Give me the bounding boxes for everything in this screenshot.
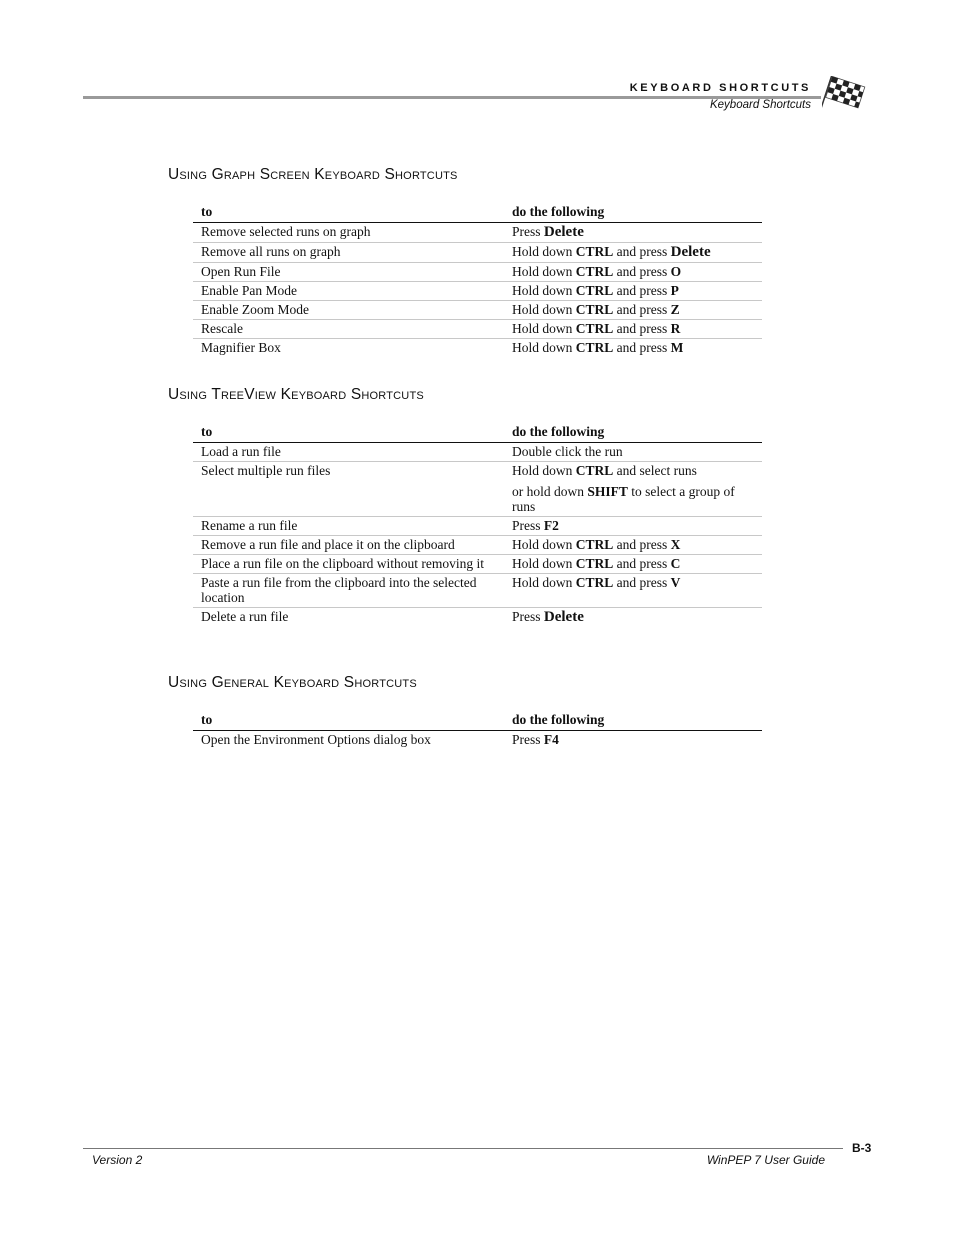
shortcut-line — [512, 302, 754, 317]
shortcut-cell — [504, 263, 762, 282]
table-row — [193, 320, 762, 339]
checkered-flag-icon — [822, 76, 866, 116]
column-header-do: do the following — [512, 204, 605, 219]
shortcut-cell — [504, 517, 762, 536]
section-heading-general: Using General Keyboard Shortcuts — [168, 674, 417, 691]
footer-rule — [83, 1148, 843, 1149]
column-header-do: do the following — [512, 424, 605, 439]
header-subtitle: Keyboard Shortcuts — [709, 99, 811, 111]
action-cell: Place a run file on the clipboard without removing it — [201, 556, 485, 571]
modifier-key: CTRL — [575, 264, 614, 279]
modifier-key: CTRL — [575, 537, 614, 552]
action-cell: Enable Zoom Mode — [201, 302, 309, 317]
shortcut-cell — [504, 608, 762, 628]
table-row — [193, 339, 762, 358]
table-row — [193, 608, 762, 628]
graph-shortcuts-table — [193, 202, 762, 357]
shortcut-instruction: Double click the run — [512, 444, 623, 459]
shortcut-line — [512, 444, 754, 459]
shortcut-instruction: Hold down — [512, 264, 576, 279]
general-shortcuts-table — [193, 710, 762, 749]
shortcut-key: V — [670, 575, 681, 590]
modifier-key: CTRL — [575, 244, 614, 259]
shortcut-instruction: Press — [512, 224, 544, 239]
shortcut-key: P — [670, 283, 679, 298]
shortcut-instruction: Hold down — [512, 244, 576, 259]
table-row — [193, 263, 762, 282]
shortcut-line — [512, 264, 754, 279]
shortcut-line — [512, 244, 754, 260]
table-row — [193, 731, 762, 750]
shortcut-line — [512, 556, 754, 571]
column-header-to: to — [201, 204, 213, 219]
shortcut-cell — [504, 555, 762, 574]
shortcut-instruction: Press — [512, 609, 544, 624]
shortcut-line — [512, 609, 754, 625]
action-cell: Remove a run file and place it on the clipboard — [201, 537, 455, 552]
column-header-to: to — [201, 424, 213, 439]
shortcut-line — [512, 518, 754, 533]
table-row — [193, 301, 762, 320]
shortcut-instruction: Hold down — [512, 302, 576, 317]
shortcut-cell — [504, 301, 762, 320]
shortcut-instruction: and press — [613, 264, 671, 279]
footer-version: Version 2 — [92, 1153, 143, 1167]
shortcut-instruction: Hold down — [512, 463, 576, 478]
shortcut-instruction: Hold down — [512, 340, 576, 355]
shortcut-key: Delete — [543, 609, 584, 625]
action-cell: Rename a run file — [201, 518, 298, 533]
shortcut-instruction: and press — [613, 340, 671, 355]
table-row — [193, 462, 762, 517]
shortcut-instruction: and press — [613, 321, 671, 336]
shortcut-key: M — [670, 340, 684, 355]
shortcut-instruction: and press — [613, 283, 671, 298]
shortcut-cell — [504, 282, 762, 301]
table-row — [193, 517, 762, 536]
shortcut-instruction: to select a group of runs — [512, 484, 735, 514]
shortcut-instruction: Hold down — [512, 556, 576, 571]
action-cell: Rescale — [201, 321, 243, 336]
shortcut-instruction: and press — [613, 575, 671, 590]
table-row — [193, 443, 762, 462]
shortcut-instruction: and press — [613, 556, 671, 571]
action-cell: Paste a run file from the clipboard into the selected location — [201, 575, 477, 605]
shortcut-instruction: Hold down — [512, 283, 576, 298]
shortcut-cell — [504, 223, 762, 243]
shortcut-cell — [504, 443, 762, 462]
action-cell: Remove all runs on graph — [201, 244, 341, 259]
shortcut-instruction: and select runs — [613, 463, 697, 478]
modifier-key: CTRL — [575, 575, 614, 590]
section-heading-graph: Using Graph Screen Keyboard Shortcuts — [168, 166, 458, 183]
action-cell: Open Run File — [201, 264, 281, 279]
shortcut-line — [512, 321, 754, 336]
action-cell: Select multiple run files — [201, 463, 331, 478]
shortcut-key: Delete — [543, 224, 584, 240]
table-row — [193, 574, 762, 608]
footer-guide-title: WinPEP 7 User Guide — [706, 1153, 825, 1167]
action-cell: Remove selected runs on graph — [201, 224, 371, 239]
shortcut-line — [512, 340, 754, 355]
shortcut-key: C — [670, 556, 681, 571]
shortcut-alt-line — [512, 484, 754, 514]
section-heading-treeview: Using TreeView Keyboard Shortcuts — [168, 386, 424, 403]
shortcut-instruction: and press — [613, 244, 671, 259]
modifier-key: CTRL — [575, 302, 614, 317]
action-cell: Load a run file — [201, 444, 281, 459]
table-row — [193, 555, 762, 574]
shortcut-instruction: and press — [613, 302, 671, 317]
action-cell: Open the Environment Options dialog box — [201, 732, 431, 747]
shortcut-instruction: Press — [512, 732, 544, 747]
shortcut-cell — [504, 339, 762, 358]
shortcut-key: X — [670, 537, 681, 552]
shortcut-key: F2 — [543, 518, 559, 533]
header-title: KEYBOARD SHORTCUTS — [629, 82, 811, 94]
modifier-key: CTRL — [575, 556, 614, 571]
shortcut-line — [512, 575, 754, 590]
shortcut-instruction: Press — [512, 518, 544, 533]
shortcut-line — [512, 463, 754, 478]
shortcut-key: Z — [670, 302, 680, 317]
shortcut-line — [512, 732, 754, 747]
shortcut-instruction: and press — [613, 537, 671, 552]
modifier-key: CTRL — [575, 283, 614, 298]
shortcut-cell — [504, 243, 762, 263]
table-row — [193, 536, 762, 555]
modifier-key: CTRL — [575, 463, 614, 478]
column-header-do: do the following — [512, 712, 605, 727]
modifier-key: SHIFT — [587, 484, 628, 499]
action-cell: Delete a run file — [201, 609, 289, 624]
shortcut-instruction: or hold down — [512, 484, 588, 499]
page-number: B-3 — [852, 1141, 872, 1155]
treeview-shortcuts-table — [193, 422, 762, 627]
column-header-to: to — [201, 712, 213, 727]
shortcut-instruction: Hold down — [512, 537, 576, 552]
shortcut-cell — [504, 731, 762, 750]
shortcut-key: F4 — [543, 732, 559, 747]
shortcut-line — [512, 224, 754, 240]
shortcut-instruction: Hold down — [512, 321, 576, 336]
shortcut-cell — [504, 574, 762, 608]
shortcut-cell — [504, 462, 762, 517]
action-cell: Enable Pan Mode — [201, 283, 297, 298]
table-row — [193, 282, 762, 301]
modifier-key: CTRL — [575, 321, 614, 336]
shortcut-line — [512, 537, 754, 552]
action-cell: Magnifier Box — [201, 340, 281, 355]
modifier-key: CTRL — [575, 340, 614, 355]
shortcut-cell — [504, 536, 762, 555]
table-row — [193, 223, 762, 243]
table-row — [193, 243, 762, 263]
shortcut-key: O — [670, 264, 682, 279]
shortcut-line — [512, 283, 754, 298]
shortcut-cell — [504, 320, 762, 339]
shortcut-key: R — [670, 321, 681, 336]
shortcut-instruction: Hold down — [512, 575, 576, 590]
shortcut-key: Delete — [670, 244, 711, 260]
